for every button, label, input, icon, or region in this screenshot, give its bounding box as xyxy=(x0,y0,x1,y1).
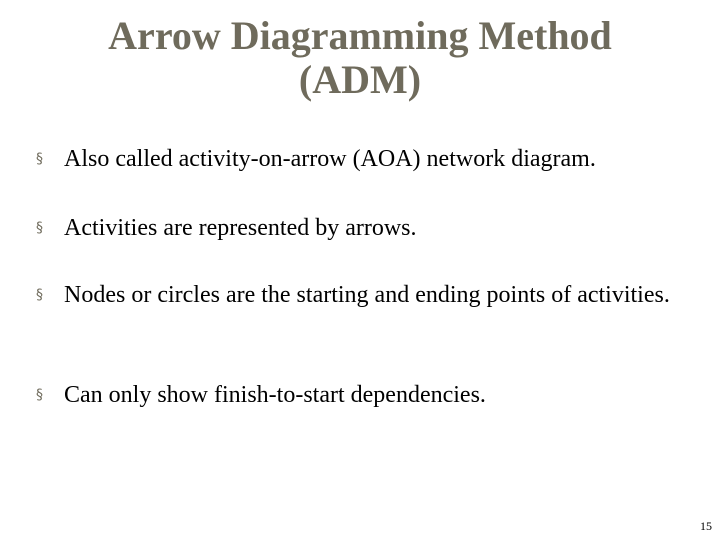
page-number: 15 xyxy=(700,519,712,533)
bullet-text: Nodes or circles are the starting and ending points of activities. xyxy=(64,282,670,308)
bullet-item xyxy=(36,280,696,310)
slide-title-line-1: Arrow Diagramming Method xyxy=(108,13,612,58)
bullet-text: Can only show finish-to-start dependencies. xyxy=(64,382,486,408)
bullet-marker-icon: § xyxy=(36,151,43,167)
bullet-text: Activities are represented by arrows. xyxy=(64,215,417,241)
bullet-marker-icon: § xyxy=(36,220,43,236)
bullet-text: Also called activity-on-arrow (AOA) network diagram. xyxy=(64,146,596,172)
bullet-marker-icon: § xyxy=(36,387,43,403)
bullet-item xyxy=(36,213,696,243)
bullet-item xyxy=(36,144,696,174)
bullet-marker-icon: § xyxy=(36,287,43,303)
slide-title-line-2: (ADM) xyxy=(298,57,422,102)
slide-title xyxy=(30,14,690,102)
bullet-item xyxy=(36,380,696,410)
